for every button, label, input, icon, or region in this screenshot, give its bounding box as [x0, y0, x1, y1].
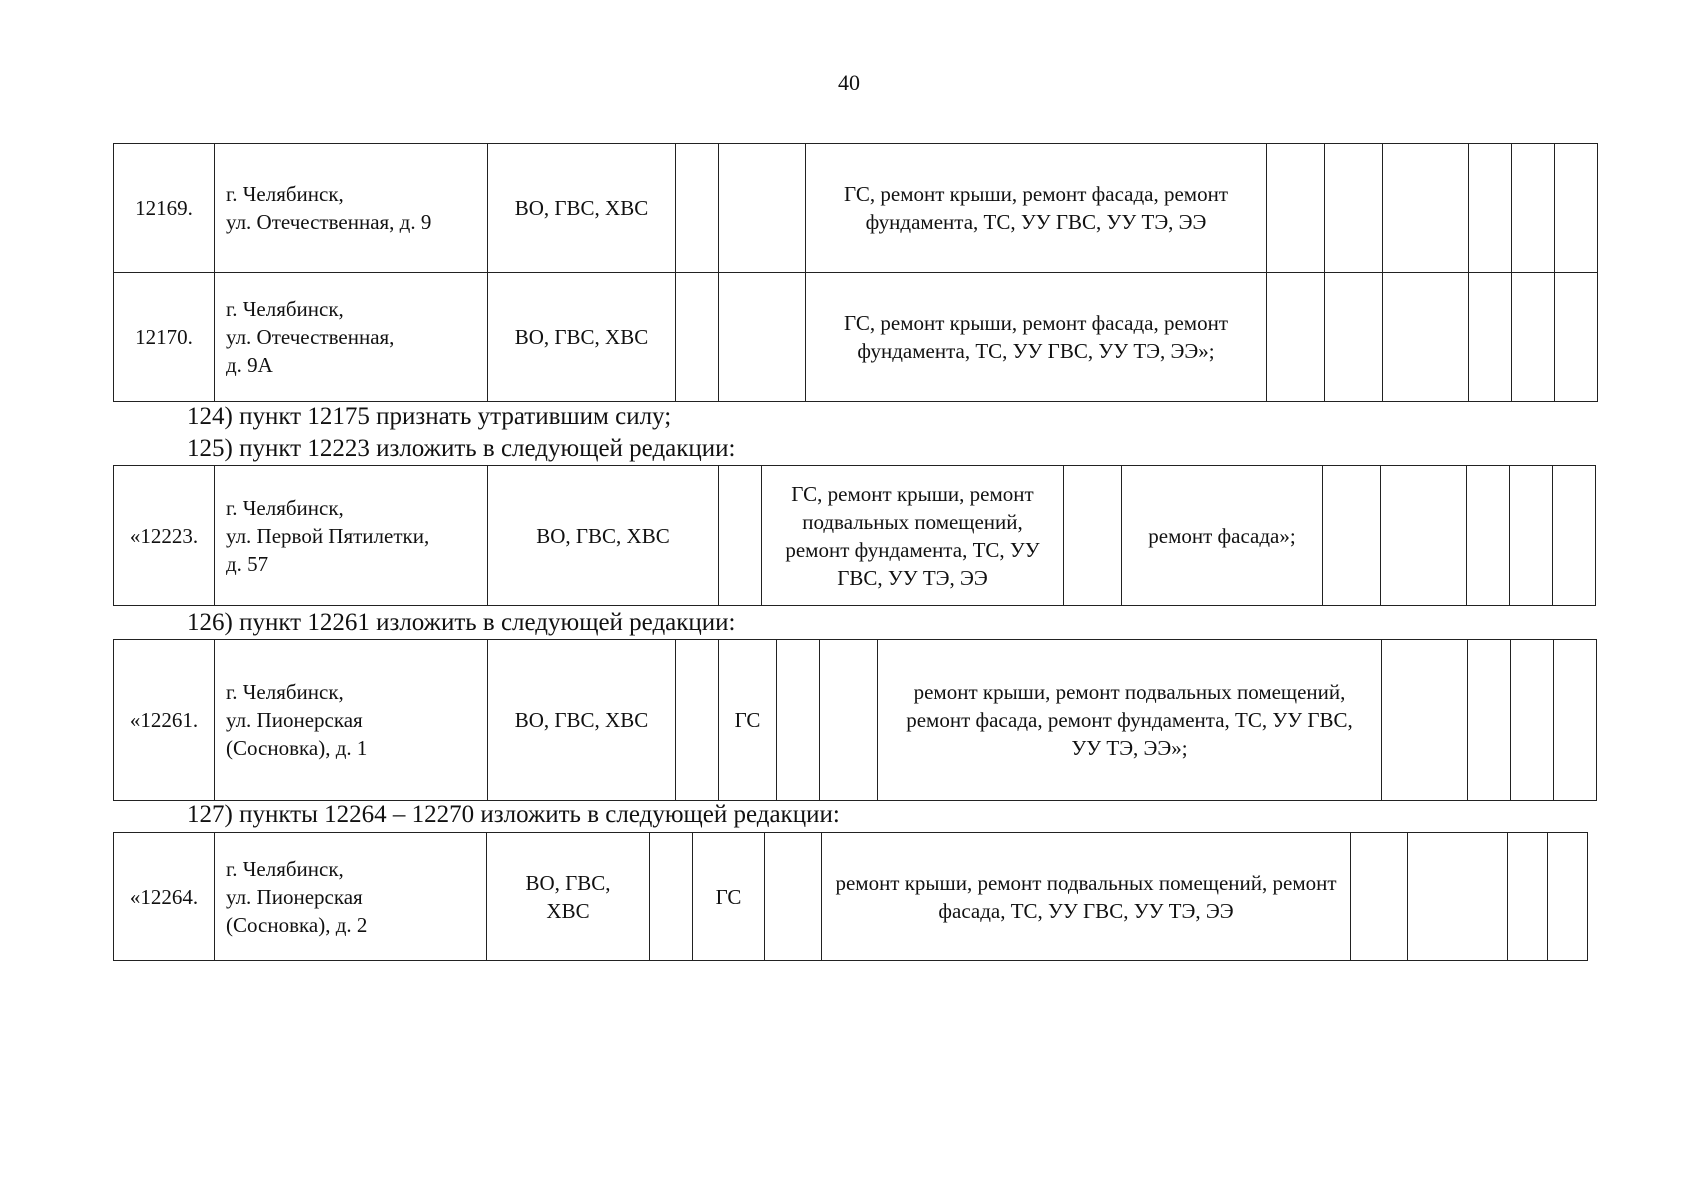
address-cell — [215, 144, 488, 273]
empty-cell — [676, 640, 719, 801]
page-number: 40 — [838, 70, 860, 95]
works-cell: ГС, ремонт крыши, ремонт фасада, ремонт фундамента, ТС, УУ ГВС, УУ ТЭ, ЭЭ»; — [806, 273, 1267, 402]
works-cell: ремонт крыши, ремонт подвальных помещений, ремонт фасада, ремонт фундамента, ТС, УУ ГВС, УУ ТЭ, ЭЭ»; — [878, 640, 1382, 801]
address-street: ул. Пионерская — [226, 884, 363, 909]
address-street: ул. Отечественная, — [226, 325, 395, 349]
gs-cell: ГС — [719, 640, 777, 801]
address-house: (Сосновка), д. 1 — [226, 736, 368, 760]
empty-cell — [1381, 466, 1467, 606]
address-cell — [215, 273, 488, 402]
item-number: 12170. — [114, 273, 215, 402]
works-cell: ремонт крыши, ремонт подвальных помещений, ремонт фасада, ТС, УУ ГВС, УУ ТЭ, ЭЭ — [822, 833, 1351, 961]
paragraph-126: 126) пункт 12261 изложить в следующей редакции: — [187, 609, 736, 636]
empty-cell — [676, 273, 719, 402]
services-cell: ВО, ГВС, ХВС — [488, 640, 676, 801]
item-number: «12261. — [114, 640, 215, 801]
empty-cell — [1467, 466, 1510, 606]
empty-cell — [1267, 273, 1325, 402]
address-cell — [215, 833, 487, 961]
paragraph-124: 124) пункт 12175 признать утратившим силу; — [187, 403, 672, 430]
empty-cell — [1510, 466, 1553, 606]
empty-cell — [1512, 273, 1555, 402]
empty-cell — [1468, 640, 1511, 801]
works-cell-2: ремонт фасада»; — [1122, 466, 1323, 606]
services-cell: ВО, ГВС, ХВС — [487, 833, 650, 961]
empty-cell — [1351, 833, 1408, 961]
item-number: «12264. — [114, 833, 215, 961]
paragraph-127: 127) пункты 12264 – 12270 изложить в следующей редакции: — [187, 801, 840, 828]
empty-cell — [1548, 833, 1588, 961]
empty-cell — [1553, 466, 1596, 606]
empty-cell — [1325, 144, 1383, 273]
empty-cell — [1383, 273, 1469, 402]
empty-cell — [1508, 833, 1548, 961]
empty-cell — [1267, 144, 1325, 273]
address-street: ул. Пионерская — [226, 708, 363, 732]
table-items-12169-12170 — [113, 143, 1598, 402]
empty-cell — [777, 640, 820, 801]
empty-cell — [719, 273, 806, 402]
empty-cell — [765, 833, 822, 961]
works-cell: ГС, ремонт крыши, ремонт подвальных помещений, ремонт фундамента, ТС, УУ ГВС, УУ ТЭ, ЭЭ — [762, 466, 1064, 606]
table-row — [114, 640, 1597, 801]
empty-cell — [1469, 144, 1512, 273]
address-street: ул. Первой Пятилетки, — [226, 523, 430, 548]
address-house: д. 57 — [226, 551, 269, 576]
services-cell: ВО, ГВС, ХВС — [488, 466, 719, 606]
services-cell: ВО, ГВС, ХВС — [488, 144, 676, 273]
item-number: «12223. — [114, 466, 215, 606]
empty-cell — [1555, 273, 1598, 402]
empty-cell — [719, 144, 806, 273]
address-city: г. Челябинск, — [226, 495, 344, 520]
empty-cell — [676, 144, 719, 273]
works-cell: ГС, ремонт крыши, ремонт фасада, ремонт фундамента, ТС, УУ ГВС, УУ ТЭ, ЭЭ — [806, 144, 1267, 273]
empty-cell — [1555, 144, 1598, 273]
empty-cell — [1512, 144, 1555, 273]
table-item-12223 — [113, 465, 1596, 606]
empty-cell — [1323, 466, 1381, 606]
address-city: г. Челябинск, — [226, 856, 344, 881]
address-street: ул. Отечественная, д. 9 — [226, 210, 432, 234]
table-row — [114, 273, 1598, 402]
address-cell — [215, 640, 488, 801]
table-row — [114, 144, 1598, 273]
empty-cell — [1383, 144, 1469, 273]
table-row — [114, 833, 1588, 961]
table-item-12261 — [113, 639, 1597, 801]
address-cell — [215, 466, 488, 606]
empty-cell — [650, 833, 693, 961]
address-city: г. Челябинск, — [226, 680, 344, 704]
address-city: г. Челябинск, — [226, 182, 344, 206]
table-row — [114, 466, 1596, 606]
empty-cell — [1554, 640, 1597, 801]
gs-cell: ГС — [693, 833, 765, 961]
empty-cell — [1325, 273, 1383, 402]
services-cell: ВО, ГВС, ХВС — [488, 273, 676, 402]
empty-cell — [719, 466, 762, 606]
item-number: 12169. — [114, 144, 215, 273]
table-item-12264 — [113, 832, 1588, 961]
address-house: (Сосновка), д. 2 — [226, 912, 368, 937]
empty-cell — [1064, 466, 1122, 606]
empty-cell — [1511, 640, 1554, 801]
address-city: г. Челябинск, — [226, 297, 344, 321]
empty-cell — [1408, 833, 1508, 961]
empty-cell — [820, 640, 878, 801]
empty-cell — [1382, 640, 1468, 801]
empty-cell — [1469, 273, 1512, 402]
paragraph-125: 125) пункт 12223 изложить в следующей редакции: — [187, 435, 736, 462]
address-house: д. 9А — [226, 353, 273, 377]
